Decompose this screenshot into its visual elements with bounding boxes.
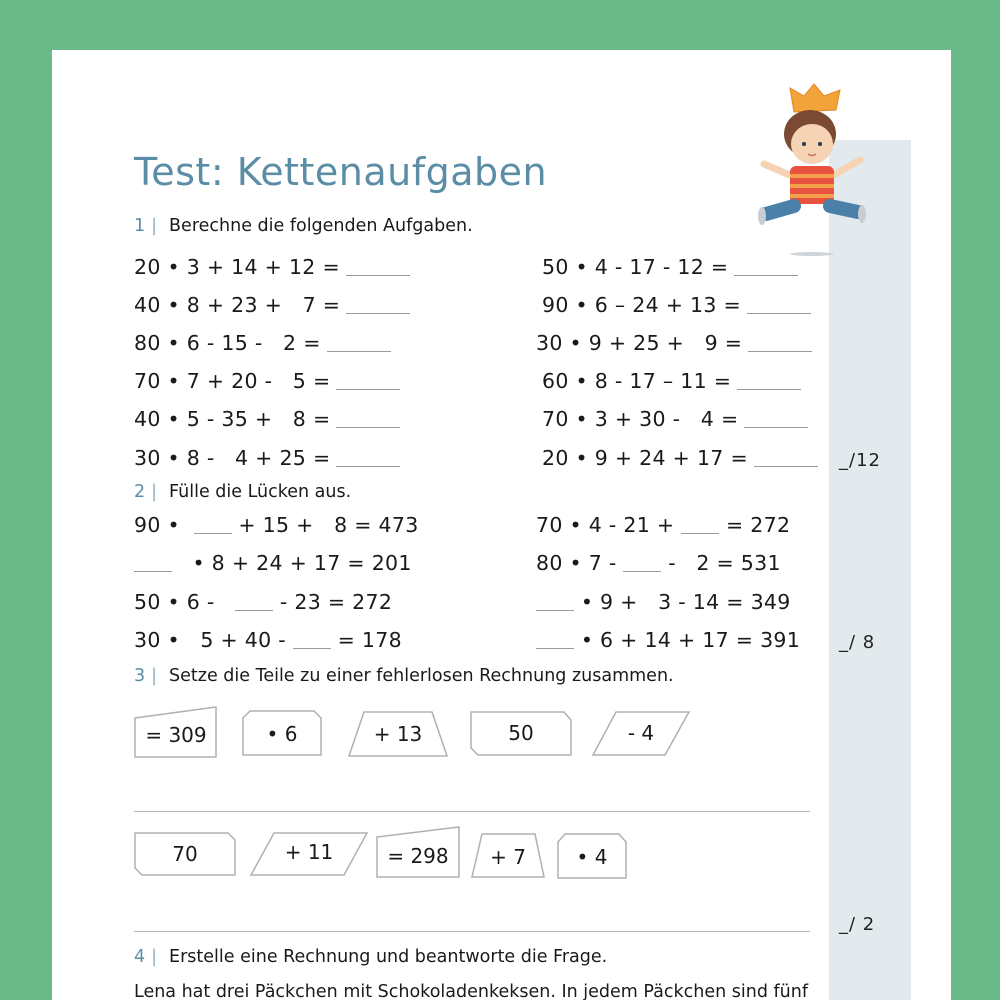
equation-row: 30 • 8 - 4 + 25 = <box>134 446 400 470</box>
gap-equation-row: • 8 + 24 + 17 = 201 <box>134 551 412 575</box>
gap-blank[interactable] <box>681 532 719 534</box>
puzzle-piece[interactable]: = 298 <box>376 826 460 878</box>
equation-row: 50 • 4 - 17 - 12 = <box>542 255 798 279</box>
answer-blank[interactable] <box>754 465 818 467</box>
equation-row: 40 • 8 + 23 + 7 = <box>134 293 410 317</box>
task-4-heading: 4 | Erstelle eine Rechnung und beantworte die Frage. <box>134 947 608 967</box>
equation-row: 70 • 7 + 20 - 5 = <box>134 369 400 393</box>
gap-blank[interactable] <box>536 609 574 611</box>
answer-blank[interactable] <box>336 426 400 428</box>
gap-equation-row: 30 • 5 + 40 - = 178 <box>134 628 402 652</box>
equation-row: 40 • 5 - 35 + 8 = <box>134 407 400 431</box>
answer-blank[interactable] <box>737 388 801 390</box>
answer-blank[interactable] <box>346 274 410 276</box>
task-1-score: _/12 <box>839 450 881 471</box>
gap-equation-row: 50 • 6 - - 23 = 272 <box>134 590 393 614</box>
equation-row: 90 • 6 – 24 + 13 = <box>542 293 811 317</box>
puzzle-piece[interactable]: + 11 <box>250 832 368 876</box>
puzzle-piece[interactable]: = 309 <box>134 706 218 758</box>
task-instruction: Berechne die folgenden Aufgaben. <box>169 216 473 236</box>
puzzle-piece[interactable]: 50 <box>470 711 572 756</box>
answer-blank[interactable] <box>346 312 410 314</box>
task-2-heading: 2 | Fülle die Lücken aus. <box>134 482 352 502</box>
gap-blank[interactable] <box>536 647 574 649</box>
task-1-heading: 1 | Berechne die folgenden Aufgaben. <box>134 216 473 236</box>
score-strip <box>829 140 911 1000</box>
task-2-score: _/ 8 <box>839 632 876 653</box>
task-number: 3 <box>134 666 146 686</box>
puzzle-piece[interactable]: • 4 <box>557 833 627 879</box>
word-problem-text: Lena hat drei Päckchen mit Schokoladenkeksen. In jedem Päckchen sind fünf <box>134 982 809 1000</box>
task-number: 1 <box>134 216 146 236</box>
puzzle-piece[interactable]: - 4 <box>592 711 690 756</box>
task-instruction: Fülle die Lücken aus. <box>169 482 352 502</box>
gap-blank[interactable] <box>623 570 661 572</box>
equation-row: 30 • 9 + 25 + 9 = <box>536 331 812 355</box>
gap-equation-row: • 9 + 3 - 14 = 349 <box>536 590 791 614</box>
answer-blank[interactable] <box>327 350 391 352</box>
equation-row: 20 • 9 + 24 + 17 = <box>542 446 818 470</box>
answer-line[interactable] <box>134 931 810 932</box>
boy-with-crown-illustration <box>752 82 872 262</box>
task-number: 4 <box>134 947 146 967</box>
equation-row: 60 • 8 - 17 – 11 = <box>542 369 801 393</box>
gap-blank[interactable] <box>134 570 172 572</box>
gap-blank[interactable] <box>194 532 232 534</box>
equation-row: 20 • 3 + 14 + 12 = <box>134 255 410 279</box>
answer-blank[interactable] <box>747 312 811 314</box>
task-instruction: Erstelle eine Rechnung und beantworte die Frage. <box>169 947 608 967</box>
page-title: Test: Kettenaufgaben <box>134 150 548 194</box>
gap-equation-row: • 6 + 14 + 17 = 391 <box>536 628 800 652</box>
gap-equation-row: 80 • 7 - - 2 = 531 <box>536 551 781 575</box>
puzzle-piece[interactable]: 70 <box>134 832 236 876</box>
task-3-heading: 3 | Setze die Teile zu einer fehlerlosen Rechnung zusammen. <box>134 666 674 686</box>
answer-blank[interactable] <box>336 388 400 390</box>
worksheet-page <box>52 50 951 1000</box>
answer-blank[interactable] <box>734 274 798 276</box>
answer-blank[interactable] <box>744 426 808 428</box>
answer-blank[interactable] <box>748 350 812 352</box>
puzzle-piece[interactable]: • 6 <box>242 710 322 756</box>
gap-equation-row: 90 • + 15 + 8 = 473 <box>134 513 419 537</box>
answer-line[interactable] <box>134 811 810 812</box>
gap-blank[interactable] <box>235 609 273 611</box>
puzzle-piece[interactable]: + 7 <box>471 833 545 878</box>
task-number: 2 <box>134 482 146 502</box>
gap-blank[interactable] <box>293 647 331 649</box>
gap-equation-row: 70 • 4 - 21 + = 272 <box>536 513 791 537</box>
equation-row: 70 • 3 + 30 - 4 = <box>542 407 808 431</box>
answer-blank[interactable] <box>336 465 400 467</box>
puzzle-piece[interactable]: + 13 <box>348 711 448 757</box>
task-instruction: Setze die Teile zu einer fehlerlosen Rechnung zusammen. <box>169 666 674 686</box>
task-3-score: _/ 2 <box>839 914 876 935</box>
equation-row: 80 • 6 - 15 - 2 = <box>134 331 391 355</box>
